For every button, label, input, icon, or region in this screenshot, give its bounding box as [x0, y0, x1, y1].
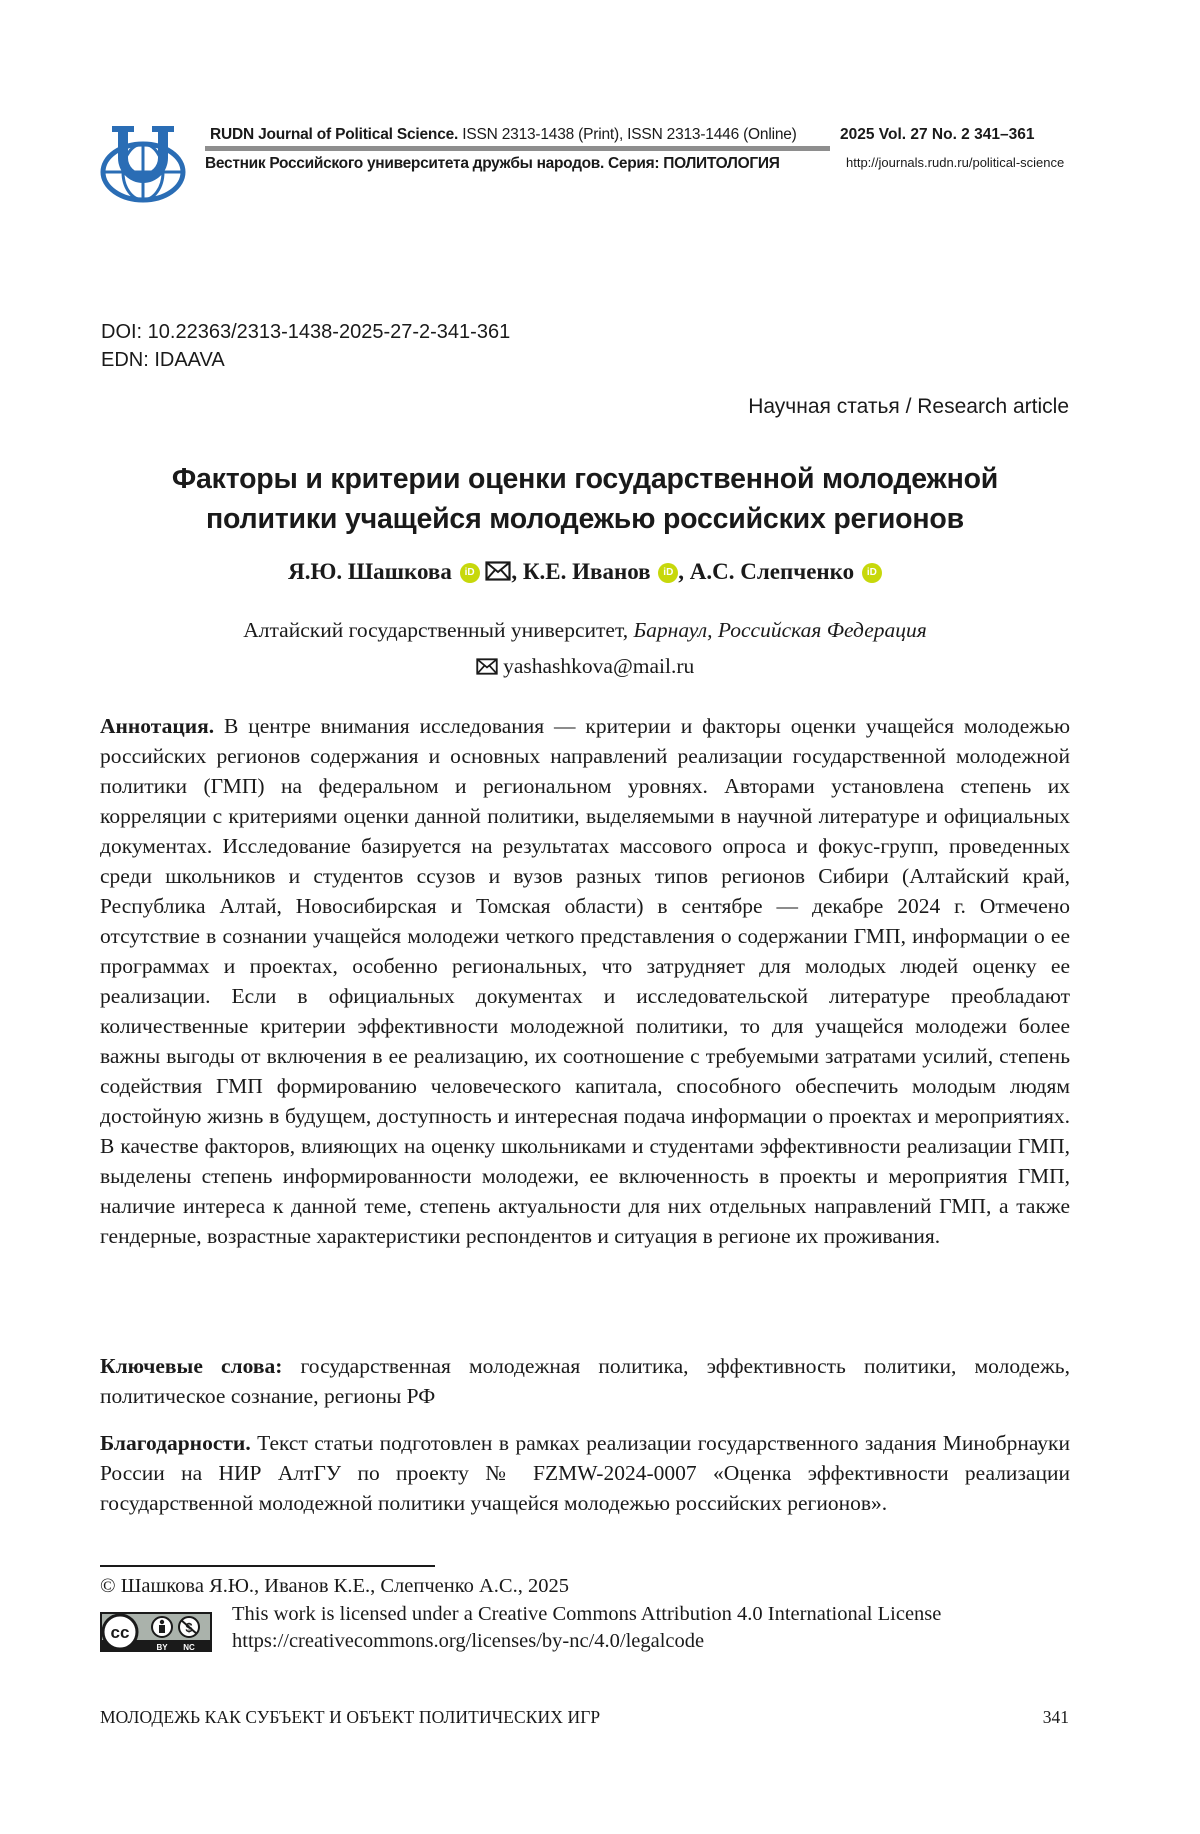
by-mark: BY	[156, 1643, 168, 1652]
cc-mark: cc	[111, 1623, 130, 1642]
license-text: This work is licensed under a Creative Commons Attribution 4.0 International License	[232, 1601, 941, 1628]
journal-title-ru: Вестник Российского университета дружбы народов. Серия: ПОЛИТОЛОГИЯ	[205, 155, 780, 173]
envelope-icon	[476, 658, 498, 675]
license-notice	[232, 1601, 941, 1655]
rudn-logo	[98, 122, 188, 204]
orcid-icon[interactable]: iD	[460, 563, 480, 583]
article-title	[100, 459, 1070, 539]
keywords-label: Ключевые слова:	[100, 1354, 282, 1378]
header-rule	[205, 146, 830, 151]
acknowledgments-text: Текст статьи подготовлен в рамках реализации государственного задания Минобрнауки России на НИР АлтГУ по проекту № FZMW-2024-0007 «Оценка эффективности реализации государственной молодежной политики учащейся молодежью российских регионов».	[100, 1431, 1070, 1515]
copyright: © Шашкова Я.Ю., Иванов К.Е., Слепченко А.С., 2025	[100, 1575, 569, 1598]
authors	[100, 559, 1070, 585]
acknowledgments	[100, 1428, 1070, 1518]
issue-info: 2025 Vol. 27 No. 2 341–361	[840, 126, 1034, 144]
affiliation: Алтайский государственный университет, Барнаул, Российская Федерация	[100, 618, 1070, 643]
abstract-text: В центре внимания исследования — критерии и факторы оценки учащейся молодежью российских регионов содержания и основных направлений реализации государственной молодежной политики (ГМП) на федеральном и региональном уровнях. Авторами установлена степень их корреляции с критериями оценки данной политики, выделяемыми в научной литературе и официальных документах. Исследование базируется на результатах массового опроса и фокус-групп, проведенных среди школьников и студентов ссузов и вузов разных типов регионов Сибири (Алтайский край, Республика Алтай, Новосибирская и Томская области) в сентябре — декабре 2024 г. Отмечено отсутствие в сознании учащейся молодежи четкого представления о содержании ГМП, информации о ее программах и проектах, особенно региональных, что затрудняет для молодых людей оценку ее реализации. Если в официальных документах и исследовательской литературе преобладают количественные критерии эффективности молодежной политики, то для учащейся молодежи более важны выгоды от включения в ее реализацию, их соотношение с требуемыми затратами усилий, степень содействия ГМП формированию человеческого капитала, способного обеспечить молодым людям достойную жизнь в будущем, доступность и интересная подача информации о проектах и мероприятиях. В качестве факторов, влияющих на оценку школьниками и студентами эффективности реализации ГМП, выделены степень информированности молодежи, ее включенность в проекты и мероприятия ГМП, наличие интереса к данной теме, степень актуальности для них отдельных направлений ГМП, а также гендерные, возрастные характеристики респондентов и ситуация в регионе их проживания.	[100, 714, 1070, 1248]
doi[interactable]: DOI: 10.22363/2313-1438-2025-27-2-341-361	[101, 318, 510, 346]
footer-section-title: МОЛОДЕЖЬ КАК СУБЪЕКТ И ОБЪЕКТ ПОЛИТИЧЕСКИХ ИГР	[100, 1707, 600, 1728]
author-3: , А.С. Слепченко	[678, 559, 854, 584]
abstract-label: Аннотация.	[100, 714, 214, 738]
orcid-icon[interactable]: iD	[658, 563, 678, 583]
title-line-1: Факторы и критерии оценки государственной молодежной	[100, 459, 1070, 499]
orcid-icon[interactable]: iD	[862, 563, 882, 583]
journal-url[interactable]: http://journals.rudn.ru/political-science	[846, 155, 1064, 170]
edn: EDN: IDAAVA	[101, 346, 510, 374]
abstract	[100, 711, 1070, 1251]
nc-mark: NC	[183, 1643, 195, 1652]
author-1: Я.Ю. Шашкова	[288, 559, 452, 584]
journal-title-en: RUDN Journal of Political Science. ISSN 2313-1438 (Print), ISSN 2313-1446 (Online)	[210, 126, 797, 144]
page-number: 341	[1043, 1707, 1069, 1728]
author-2: , К.Е. Иванов	[511, 559, 650, 584]
article-type: Научная статья / Research article	[748, 395, 1069, 419]
keywords	[100, 1351, 1070, 1411]
acknowledgments-label: Благодарности.	[100, 1431, 251, 1455]
license-url[interactable]: https://creativecommons.org/licenses/by-nc/4.0/legalcode	[232, 1628, 941, 1655]
cc-by-nc-badge[interactable]	[100, 1612, 212, 1652]
keywords-text: государственная молодежная политика, эффективность политики, молодежь, политическое сознание, регионы РФ	[100, 1354, 1070, 1408]
doi-block	[101, 318, 510, 374]
envelope-icon	[485, 561, 511, 581]
title-line-2: политики учащейся молодежью российских регионов	[100, 499, 1070, 539]
corresponding-email[interactable]: yashashkova@mail.ru	[100, 654, 1070, 679]
footnote-rule	[100, 1565, 435, 1567]
